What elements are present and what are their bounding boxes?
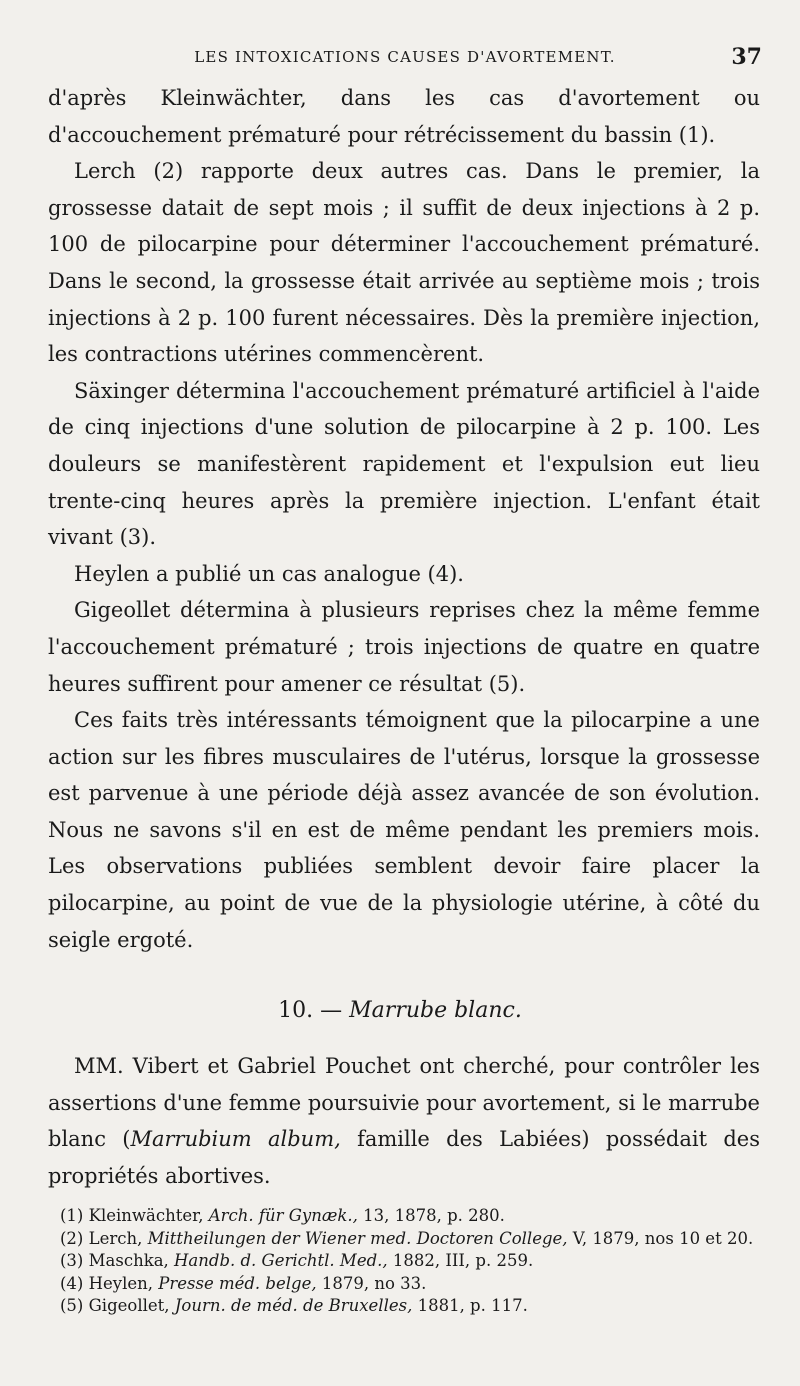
- footnote-rest: V, 1879, nos 10 et 20.: [567, 1228, 754, 1248]
- footnote-number: (1): [60, 1206, 84, 1225]
- footnote-number: (3): [60, 1251, 84, 1270]
- footnote: [60, 1295, 755, 1318]
- footnote-author: Lerch,: [88, 1228, 143, 1248]
- footnote-work: Arch. für Gynæk.,: [208, 1206, 358, 1225]
- footnote-work: Handb. d. Gerichtl. Med.,: [174, 1251, 388, 1270]
- body-text: [48, 80, 760, 958]
- footnote-rest: 1881, p. 117.: [412, 1296, 528, 1315]
- footnote-rest: 1879, no 33.: [316, 1273, 427, 1293]
- footnote-work: Presse méd. belge,: [158, 1273, 317, 1293]
- paragraph-gigeollet: Gigeollet détermina à plusieurs reprises chez la même femme l'accouchement prématuré ; trois injections de quatre en quatre heures suffirent pour amener ce résultat (5).: [48, 598, 760, 696]
- footnote-author: Heylen,: [88, 1273, 154, 1293]
- paragraph-conclusion: Ces faits très intéressants témoignent que la pilocarpine a une action sur les fibres musculaires de l'utérus, lorsque la grossesse est parvenue à une période déjà assez avancée de son évolution. Nous ne savons s'il en est de même pendant les premiers mois. Les observations publiées semblent devoir faire placer la pilocarpine, au point de vue de la physiologie utérine, à côté du seigle ergoté.: [48, 708, 760, 952]
- marrube-text-after: famille des Labiées) possédait des propriétés abortives.: [48, 1127, 760, 1188]
- footnote-rest: 1882, III, p. 259.: [387, 1251, 534, 1270]
- section-body: [48, 1048, 760, 1194]
- section-heading: [0, 998, 800, 1023]
- footnotes: [60, 1205, 755, 1318]
- running-title: LES INTOXICATIONS CAUSES D'AVORTEMENT.: [194, 48, 616, 66]
- footnote-rest: 13, 1878, p. 280.: [357, 1206, 505, 1225]
- footnote-work: Journ. de méd. de Bruxelles,: [174, 1296, 413, 1315]
- footnote-number: (2): [60, 1228, 84, 1248]
- footnote-author: Gigeollet,: [88, 1296, 170, 1315]
- running-header: [48, 44, 762, 72]
- footnote: [60, 1205, 755, 1228]
- footnote-number: (5): [60, 1296, 84, 1315]
- page-number: 37: [731, 44, 762, 70]
- footnote-author: Kleinwächter,: [88, 1206, 204, 1225]
- footnote: [60, 1273, 755, 1296]
- section-number: 10. —: [278, 998, 343, 1023]
- paragraph-marrube: [48, 1048, 760, 1194]
- footnote-author: Maschka,: [88, 1251, 169, 1270]
- footnote: [60, 1228, 755, 1251]
- footnote: [60, 1250, 755, 1273]
- footnote-work: Mittheilungen der Wiener med. Doctoren College,: [147, 1228, 568, 1248]
- paragraph-continuation: d'après Kleinwächter, dans les cas d'avortement ou d'accouchement prématuré pour rétrécissement du bassin (1).: [48, 86, 760, 147]
- footnote-number: (4): [60, 1273, 84, 1293]
- paragraph-heylen: Heylen a publié un cas analogue (4).: [74, 561, 464, 586]
- section-title: Marrube blanc.: [349, 998, 522, 1023]
- paragraph-saxinger: Säxinger détermina l'accouchement prématuré artificiel à l'aide de cinq injections d'une solution de pilocarpine à 2 p. 100. Les douleurs se manifestèrent rapidement et l'expulsion eut lieu trente-cinq heures après la première injection. L'enfant était vivant (3).: [48, 378, 760, 550]
- paragraph-lerch: Lerch (2) rapporte deux autres cas. Dans le premier, la grossesse datait de sept mois ; il suffit de deux injections à 2 p. 100 de pilocarpine pour déterminer l'accouchement prématuré. Dans le second, la grossesse était arrivée au septième mois ; trois injections à 2 p. 100 furent nécessaires. Dès la première injection, les contractions utérines commencèrent.: [48, 159, 760, 367]
- marrube-text-before: MM. Vibert et Gabriel Pouchet ont cherché, pour contrôler les assertions d'une femme poursuivie pour avortement, si le marrube blanc (: [48, 1054, 760, 1152]
- latin-name: Marrubium album,: [130, 1127, 341, 1152]
